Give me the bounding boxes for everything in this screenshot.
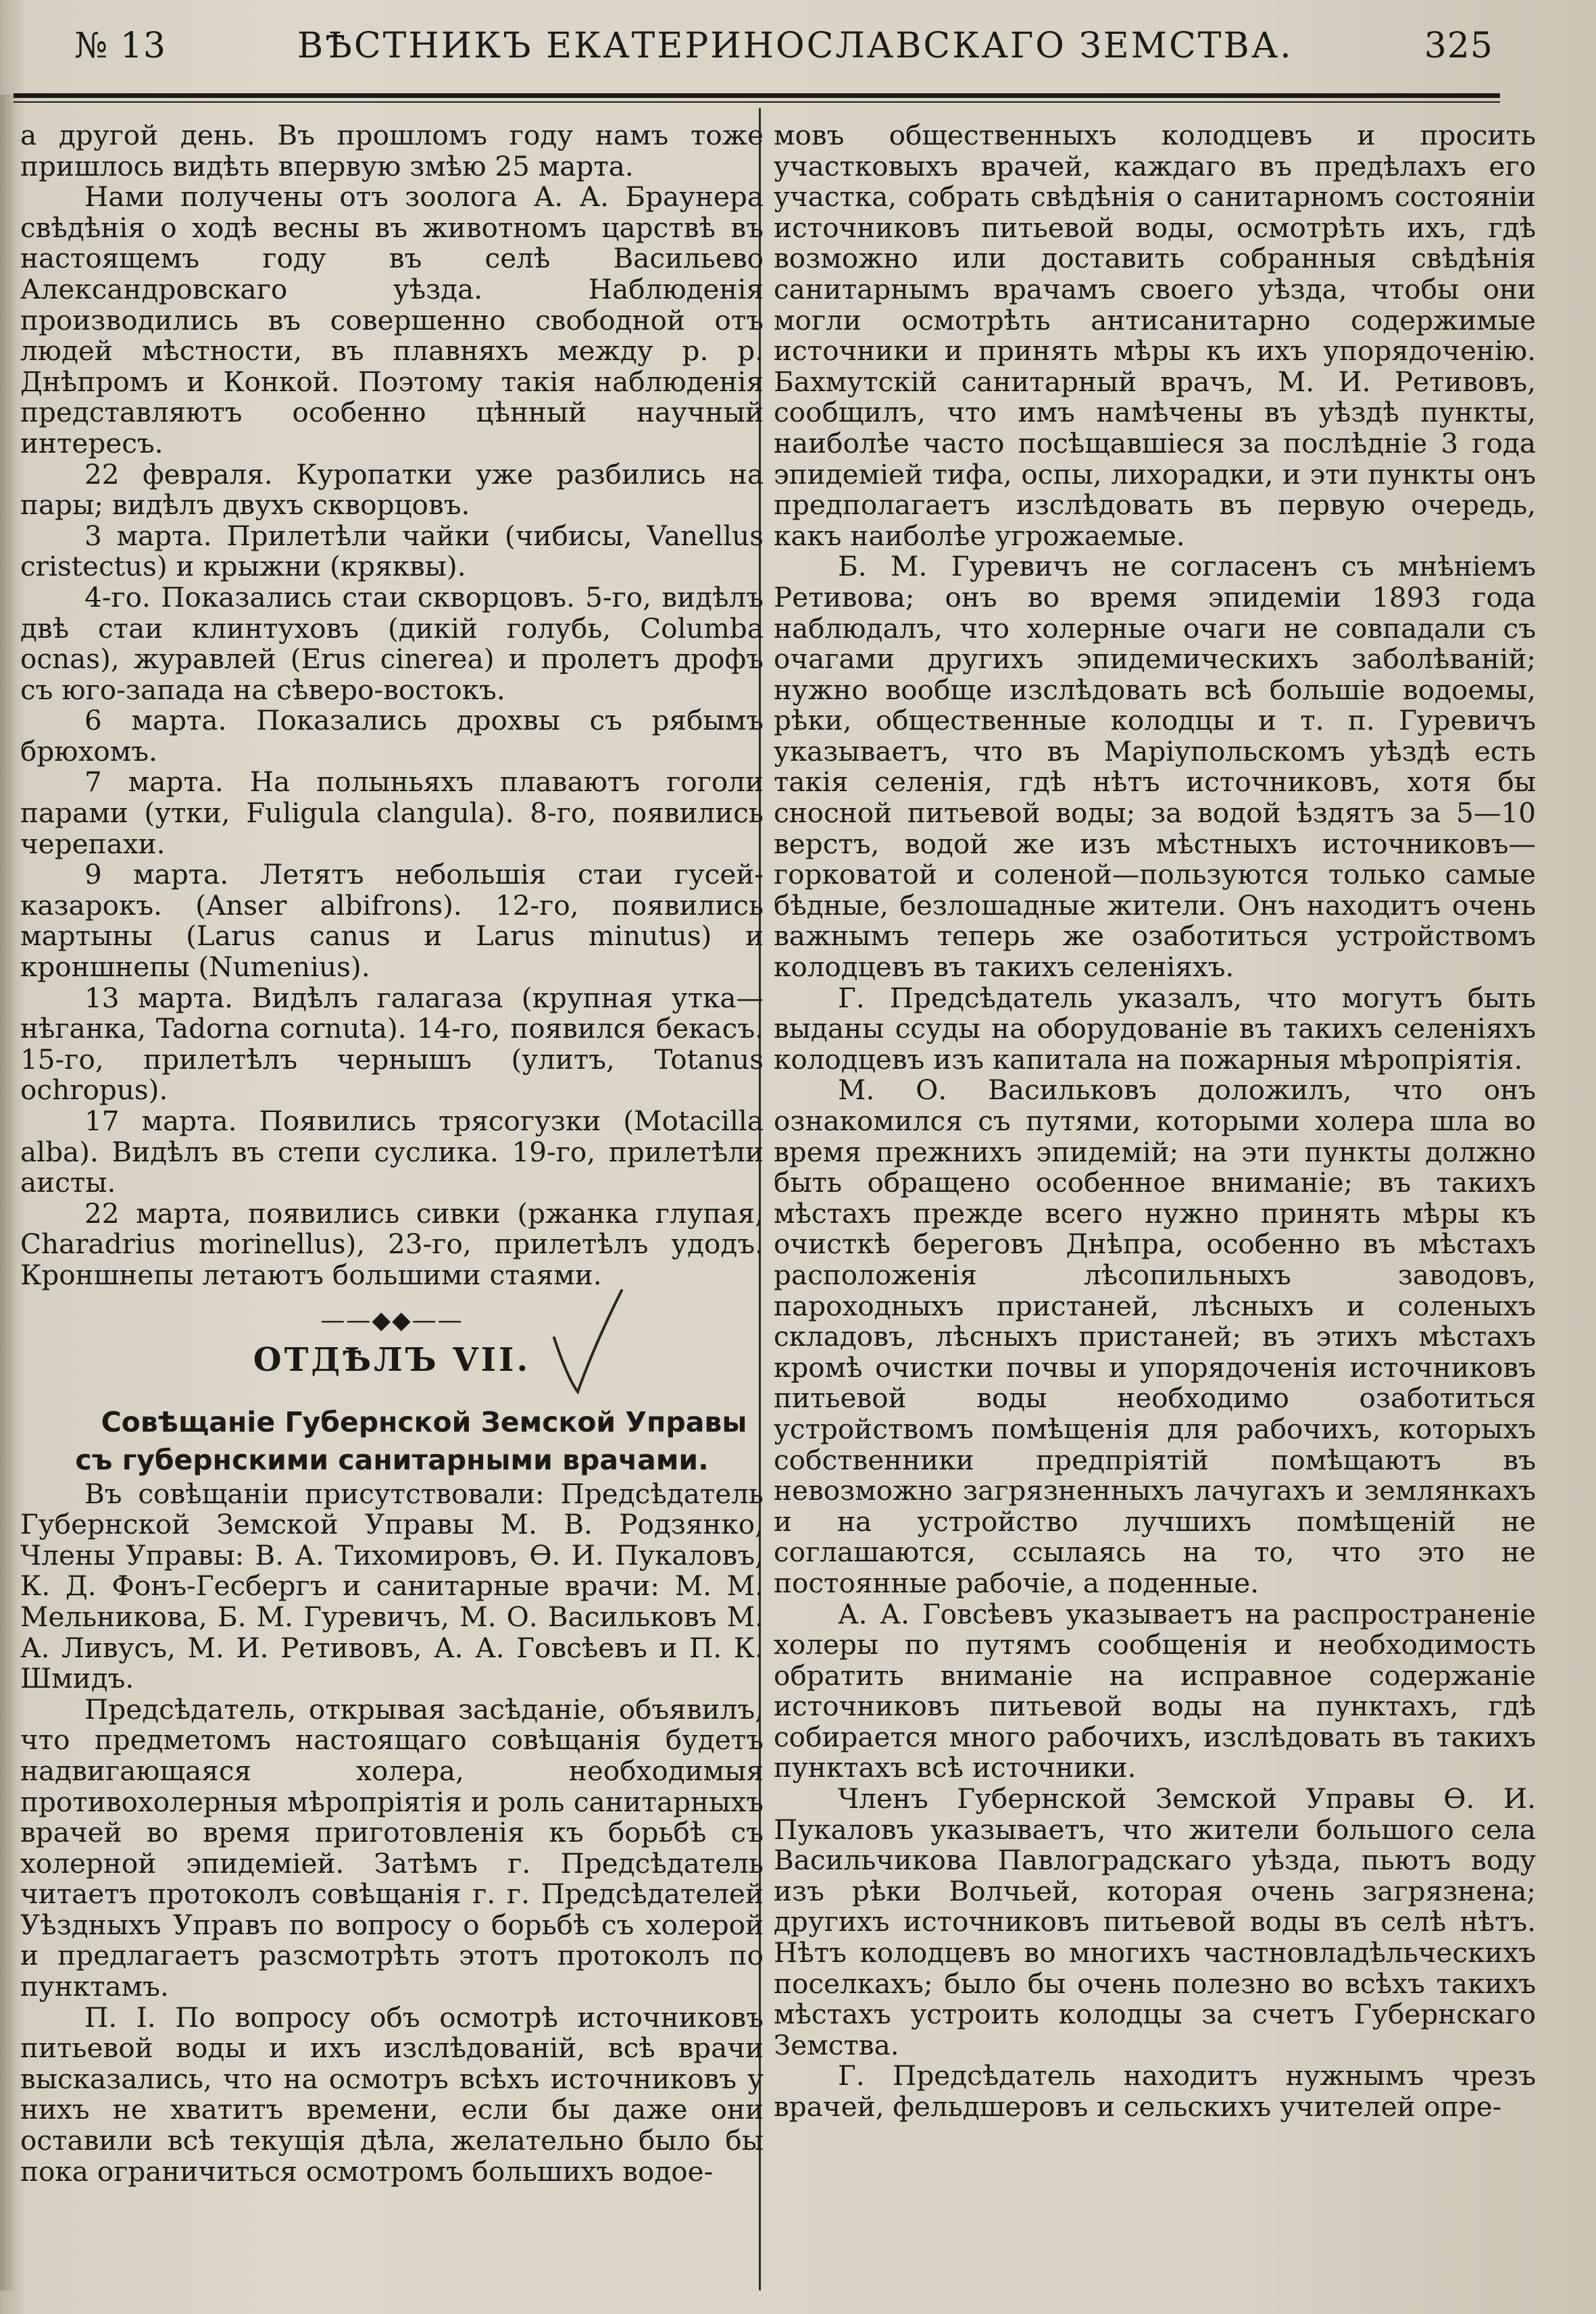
paragraph: Членъ Губернской Земской Управы Ѳ. И. Пукаловъ указываетъ, что жители большого села Васильчикова Павлоградскаго уѣзда, пьютъ воду изъ рѣки Волчьей, которая очень загрязнена; другихъ источниковъ питьевой воды въ селѣ нѣтъ. Нѣтъ колодцевъ во многихъ частновладѣльческихъ поселкахъ; было бы очень полезно во всѣхъ такихъ мѣстахъ устроить колодцы за счетъ Губернскаго Земства. bbox=[774, 1782, 1536, 2061]
paragraph: 22 февраля. Куропатки уже разбились на пары; видѣлъ двухъ скворцовъ. bbox=[20, 457, 764, 522]
paragraph: П. I. По вопросу объ осмотрѣ источниковъ питьевой воды и ихъ изслѣдованій, всѣ врачи высказались, что на осмотръ всѣхъ источниковъ у нихъ не хватитъ времени, если бы даже они оставили всѣ текущія дѣла, желательно было бы пока ограничиться осмотромъ большихъ водое- bbox=[20, 2001, 764, 2188]
page-header bbox=[74, 26, 1493, 73]
paragraph: М. О. Васильковъ доложилъ, что онъ ознакомился съ путями, которыми холера шла во время прежнихъ эпидемій; на эти пункты должно быть обращено особенное вниманіе; въ такихъ мѣстахъ прежде всего нужно принять мѣры къ очисткѣ береговъ Днѣпра, особенно въ мѣстахъ расположенія лѣсопильныхъ заводовъ, пароходныхъ пристаней, лѣсныхъ и соленыхъ складовъ, лѣсныхъ пристаней; въ этихъ мѣстахъ кромѣ очистки почвы и упорядоченія источниковъ питьевой воды необходимо озаботиться устройствомъ помѣщенія для рабочихъ, которыхъ собственники предпріятій помѣщаютъ въ невозможно загрязненныхъ лачугахъ и землянкахъ и на устройство лучшихъ помѣщеній не соглашаются, ссылаясь на то, что это не постоянные рабочіе, а поденные. bbox=[774, 1074, 1536, 1599]
handwritten-tick-mark bbox=[547, 1284, 628, 1399]
paragraph: а другой день. Въ прошломъ году намъ тоже пришлось видѣть впервую змѣю 25 марта. bbox=[20, 119, 764, 182]
paragraph: Предсѣдатель, открывая засѣданіе, объявилъ, что предметомъ настоящаго совѣщанія будетъ надвигающаяся холера, необходимыя противохолерныя мѣропріятія и роль санитарныхъ врачей во время приготовленія къ борьбѣ съ холерной эпидеміей. Затѣмъ г. Предсѣдатель читаетъ протоколъ совѣщанія г. г. Предсѣдателей Уѣздныхъ Управъ по вопросу о борьбѣ съ холерой и предлагаетъ разсмотрѣть этотъ протоколъ по пунктамъ. bbox=[20, 1692, 764, 2003]
header-rule-thin bbox=[14, 101, 1500, 103]
paragraph: Въ совѣщаніи присутствовали: Предсѣдатель Губернской Земской Управы М. В. Родзянко, Члены Управы: В. А. Тихомировъ, Ѳ. И. Пукаловъ, К. Д. Фонъ-Гесбергъ и санитарные врачи: М. М. Мельникова, Б. М. Гуревичъ, М. О. Васильковъ М. А. Ливусъ, М. И. Ретивовъ, А. А. Говсѣевъ и П. К. Шмидъ. bbox=[20, 1477, 764, 1695]
article-heading: Совѣщаніе Губернской Земской Управы съ губернскими санитарными врачами. bbox=[75, 1405, 747, 1476]
page-gutter bbox=[0, 95, 15, 2290]
paragraph: 13 марта. Видѣлъ галагаза (крупная утка—нѣганка, Tadorna cornuta). 14-го, появился бекасъ. 15-го, прилетѣлъ чернышъ (улитъ, Totanus ochropus). bbox=[20, 981, 764, 1107]
paragraph: 22 марта, появились сивки (ржанка глупая, Charadrius morinellus), 23-го, прилетѣлъ удодъ. Кроншнепы летаютъ большими стаями. bbox=[20, 1197, 764, 1291]
paragraph: Б. М. Гуревичъ не согласенъ съ мнѣніемъ Ретивова; онъ во время эпидеміи 1893 года наблюдалъ, что холерные очаги не совпадали съ очагами другихъ эпидемическихъ заболѣваній; нужно вообще изслѣдовать всѣ большіе водоемы, рѣки, общественные колодцы и т. п. Гуревичъ указываетъ, что въ Маріупольскомъ уѣздѣ есть такія селенія, гдѣ нѣтъ источниковъ, хотя бы сносной питьевой воды; за водой ѣздятъ за 5—10 верстъ, водой же изъ мѣстныхъ источниковъ—горковатой и соленой—пользуются только самые бѣдные, безлошадные жители. Онъ находитъ очень важнымъ теперь же озаботиться устройствомъ колодцевъ въ такихъ селеніяхъ. bbox=[774, 550, 1536, 984]
issue-number: № 13 bbox=[74, 26, 166, 66]
section-ornament: ——◆◆—— bbox=[320, 1306, 464, 1334]
paragraph: Г. Предсѣдатель указалъ, что могутъ быть выданы ссуды на оборудованіе въ такихъ селеніяхъ колодцевъ изъ капитала на пожарныя мѣропріятія. bbox=[774, 981, 1536, 1076]
right-column bbox=[774, 120, 1536, 2123]
left-column bbox=[20, 120, 764, 2187]
paragraph: 17 марта. Появились трясогузки (Motacilla alba). Видѣлъ въ степи суслика. 19-го, прилетѣли аисты. bbox=[20, 1105, 764, 1199]
section-title: ОТДѢЛЪ VII. bbox=[253, 1340, 531, 1379]
paragraph: Г. Предсѣдатель находитъ нужнымъ чрезъ врачей, фельдшеровъ и сельскихъ учителей опре- bbox=[774, 2059, 1536, 2123]
paragraph: 4-го. Показались стаи скворцовъ. 5-го, видѣлъ двѣ стаи клинтуховъ (дикій голубь, Columba ocnas), журавлей (Erus cinerea) и пролетъ дрофъ съ юго-запада на сѣверо-востокъ. bbox=[20, 580, 764, 706]
paragraph: 9 марта. Летятъ небольшія стаи гусей-казарокъ. (Anser albifrons). 12-го, появились мартыны (Larus canus и Larus minutus) и кроншнепы (Numenius). bbox=[20, 858, 764, 984]
journal-title: ВѢСТНИКЪ ЕКАТЕРИНОСЛАВСКАГО ЗЕМСТВА. bbox=[297, 26, 1293, 66]
paragraph: А. А. Говсѣевъ указываетъ на распространеніе холеры по путямъ сообщенія и необходимость обратить вниманіе на исправное содержаніе источниковъ питьевой воды на пунктахъ, гдѣ собирается много рабочихъ, изслѣдовать въ такихъ пунктахъ всѣ источники. bbox=[774, 1597, 1536, 1784]
paragraph: мовъ общественныхъ колодцевъ и просить участковыхъ врачей, каждаго въ предѣлахъ его участка, собрать свѣдѣнія о санитарномъ состояніи источниковъ питьевой воды, осмотрѣть ихъ, гдѣ возможно или доставить собранныя свѣдѣнія санитарнымъ врачамъ своего уѣзда, чтобы они могли осмотрѣть антисанитарно содержимые источники и принять мѣры къ ихъ упорядоченію. Бахмутскій санитарный врачъ, М. И. Ретивовъ, сообщилъ, что имъ намѣчены въ уѣздѣ пункты, наиболѣе часто посѣщавшіеся за послѣдніе 3 года эпидеміей тифа, оспы, лихорадки, и эти пункты онъ предполагаетъ изслѣдовать въ первую очередь, какъ наиболѣе угрожаемые. bbox=[774, 119, 1536, 552]
paragraph: Нами получены отъ зоолога А. А. Браунера свѣдѣнія о ходѣ весны въ животномъ царствѣ въ настоящемъ году въ селѣ Васильево Александровскаго уѣзда. Наблюденія производились въ совершенно свободной отъ людей мѣстности, въ плавняхъ между р. р. Днѣпромъ и Конкой. Поэтому такія наблюденія представляютъ особенно цѣнный научный интересъ. bbox=[20, 180, 764, 459]
paragraph: 6 марта. Показались дрохвы съ рябымъ брюхомъ. bbox=[20, 704, 764, 768]
header-rule bbox=[14, 93, 1500, 98]
page-number: 325 bbox=[1424, 26, 1493, 66]
paragraph: 7 марта. На полыньяхъ плаваютъ гоголи парами (утки, Fuligula clangula). 8-го, появились черепахи. bbox=[20, 765, 764, 860]
paragraph: 3 марта. Прилетѣли чайки (чибисы, Vanellus cristectus) и крыжни (кряквы). bbox=[20, 519, 764, 583]
